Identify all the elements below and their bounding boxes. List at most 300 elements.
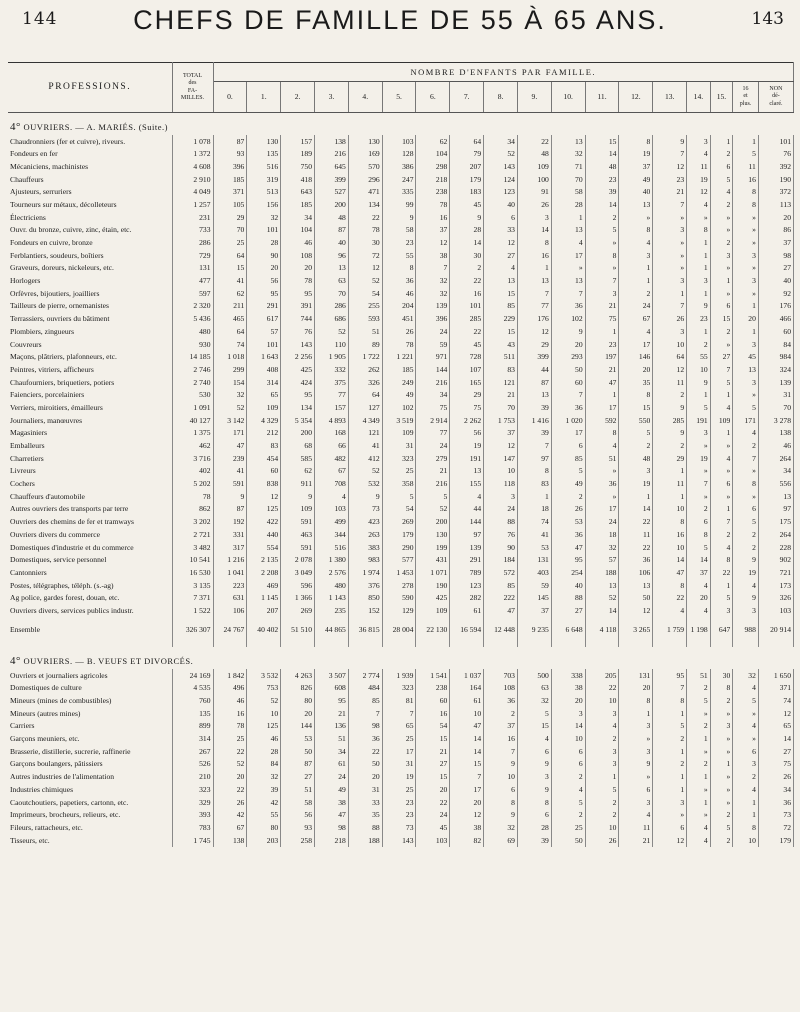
table-row (8, 758, 794, 771)
count-cell: 70 (758, 401, 793, 414)
count-cell: 98 (758, 249, 793, 262)
total-cell: 4 608 (172, 160, 213, 173)
count-cell: 64 (653, 351, 687, 364)
header-count: 15. (710, 82, 733, 113)
count-cell: 87 (517, 376, 551, 389)
count-cell: 1 722 (348, 351, 382, 364)
count-cell: 58 (281, 796, 315, 809)
count-cell: 189 (281, 148, 315, 161)
count-cell: 8 (382, 262, 416, 275)
count-cell: 44 (517, 363, 551, 376)
count-cell: 338 (551, 669, 585, 682)
count-cell: 386 (382, 160, 416, 173)
count-cell: 2 (450, 262, 484, 275)
count-cell: 26 (653, 313, 687, 326)
count-cell: 44 (450, 503, 484, 516)
count-cell: 90 (247, 249, 281, 262)
count-cell: 63 (517, 682, 551, 695)
total-cell: 402 (172, 465, 213, 478)
count-cell: 40 (619, 186, 653, 199)
count-cell: 95 (247, 287, 281, 300)
count-cell: 46 (281, 237, 315, 250)
table-row (8, 528, 794, 541)
count-cell: 72 (758, 821, 793, 834)
count-cell: 8 (733, 186, 759, 199)
count-cell: 44 865 (315, 623, 349, 637)
count-cell: 38 (450, 821, 484, 834)
count-cell: 143 (484, 160, 518, 173)
count-cell: 5 (585, 224, 619, 237)
count-cell: 109 (416, 604, 450, 617)
row-label: Journaliers, manœuvres (8, 414, 172, 427)
count-cell: 9 (653, 401, 687, 414)
count-cell: 9 (733, 554, 759, 567)
section-title-row (8, 647, 794, 669)
count-cell: 179 (758, 834, 793, 847)
count-cell: 262 (348, 363, 382, 376)
count-cell: 13 (733, 363, 759, 376)
count-cell: 1 (710, 758, 733, 771)
count-cell: 20 (619, 363, 653, 376)
count-cell: 5 (733, 516, 759, 529)
count-cell: 152 (348, 604, 382, 617)
count-cell: 75 (585, 313, 619, 326)
count-cell: » (733, 287, 759, 300)
count-cell: 8 (585, 249, 619, 262)
count-cell: 396 (416, 313, 450, 326)
table-row (8, 452, 794, 465)
count-cell: 36 (758, 796, 793, 809)
count-cell: 37 (517, 604, 551, 617)
total-cell: 78 (172, 490, 213, 503)
count-cell: 4 (733, 783, 759, 796)
count-cell: 850 (348, 592, 382, 605)
table-row (8, 809, 794, 822)
count-cell: 32 (484, 821, 518, 834)
count-cell: 4 893 (315, 414, 349, 427)
count-cell: 1 (687, 287, 711, 300)
count-cell: 608 (315, 682, 349, 695)
count-cell: 25 (213, 733, 247, 746)
count-cell: 165 (450, 376, 484, 389)
count-cell: 418 (281, 173, 315, 186)
table-row (8, 821, 794, 834)
count-cell: 42 (213, 809, 247, 822)
table-row (8, 287, 794, 300)
total-cell: 480 (172, 325, 213, 338)
count-cell: 1 842 (213, 669, 247, 682)
count-cell: 77 (517, 300, 551, 313)
count-cell: 13 (551, 224, 585, 237)
row-label: Autres ouvriers des transports par terre (8, 503, 172, 516)
count-cell: 4 (710, 401, 733, 414)
count-cell: 25 (382, 465, 416, 478)
count-cell: 753 (247, 682, 281, 695)
total-cell: 862 (172, 503, 213, 516)
count-cell: 2 (710, 148, 733, 161)
count-cell: 2 (653, 758, 687, 771)
count-cell: 25 (382, 733, 416, 746)
count-cell: 425 (281, 363, 315, 376)
count-cell: 47 (213, 440, 247, 453)
count-cell: 51 (348, 325, 382, 338)
count-cell: 1 453 (382, 566, 416, 579)
count-cell: 46 (213, 695, 247, 708)
count-cell: 92 (758, 287, 793, 300)
header-total: TOTAL des FA- MILLES. (172, 63, 213, 113)
count-cell: 31 (382, 758, 416, 771)
count-cell: 154 (213, 376, 247, 389)
count-cell: 971 (416, 351, 450, 364)
header-count: 11. (585, 82, 619, 113)
count-cell: 81 (382, 695, 416, 708)
row-label: Ouvriers et journaliers agricoles (8, 669, 172, 682)
row-label: Ouvriers divers du commerce (8, 528, 172, 541)
total-cell: 3 135 (172, 579, 213, 592)
count-cell: 323 (382, 682, 416, 695)
count-cell: 3 (585, 745, 619, 758)
count-cell: 238 (416, 186, 450, 199)
count-cell: 3 (687, 275, 711, 288)
count-cell: 282 (450, 592, 484, 605)
total-cell: 210 (172, 771, 213, 784)
count-cell: 12 (687, 186, 711, 199)
count-cell: 40 (484, 198, 518, 211)
count-cell: 1 (653, 783, 687, 796)
total-cell: 14 185 (172, 351, 213, 364)
count-cell: 454 (247, 452, 281, 465)
count-cell: 1 (733, 796, 759, 809)
count-cell: » (551, 262, 585, 275)
table-row (8, 579, 794, 592)
count-cell: 22 (348, 211, 382, 224)
count-cell: 592 (585, 414, 619, 427)
count-cell: 22 (450, 275, 484, 288)
count-cell: 440 (247, 528, 281, 541)
count-cell: 12 (484, 440, 518, 453)
count-cell: 43 (484, 338, 518, 351)
count-cell: 3 (619, 745, 653, 758)
count-cell: 23 (382, 809, 416, 822)
count-cell: 102 (382, 401, 416, 414)
count-cell: 593 (348, 313, 382, 326)
count-cell: 3 (653, 275, 687, 288)
count-cell: 27 (551, 604, 585, 617)
count-cell: 83 (517, 478, 551, 491)
count-cell: 45 (450, 338, 484, 351)
count-cell: 20 (348, 771, 382, 784)
count-cell: 36 (585, 478, 619, 491)
header-count: 8. (484, 82, 518, 113)
count-cell: 838 (247, 478, 281, 491)
header-count: 12. (619, 82, 653, 113)
count-cell: 5 (619, 427, 653, 440)
count-cell: 175 (758, 516, 793, 529)
count-cell: 18 (517, 503, 551, 516)
count-cell: 396 (213, 160, 247, 173)
count-cell: 20 (281, 707, 315, 720)
count-cell: 22 (213, 783, 247, 796)
count-cell: 101 (758, 135, 793, 148)
count-cell: » (733, 733, 759, 746)
count-cell: 10 (733, 834, 759, 847)
count-cell: 45 (733, 351, 759, 364)
count-cell: 23 (585, 173, 619, 186)
count-cell: 249 (382, 376, 416, 389)
count-cell: 59 (517, 579, 551, 592)
count-cell: 138 (758, 427, 793, 440)
count-cell: 26 (382, 325, 416, 338)
table-row (8, 351, 794, 364)
count-cell: 31 (758, 389, 793, 402)
total-cell: 231 (172, 211, 213, 224)
count-cell: 7 (450, 771, 484, 784)
row-label: Verriers, miroitiers, émailleurs (8, 401, 172, 414)
count-cell: 109 (281, 503, 315, 516)
count-cell: 647 (710, 623, 733, 637)
count-cell: 4 (517, 733, 551, 746)
count-cell: 7 (484, 745, 518, 758)
count-cell: 1 (653, 707, 687, 720)
count-cell: 516 (247, 160, 281, 173)
count-cell: 26 (758, 771, 793, 784)
row-label: Ouvr. du bronze, cuivre, zinc, étain, etc. (8, 224, 172, 237)
count-cell: 12 (450, 809, 484, 822)
count-cell: 16 (484, 733, 518, 746)
row-label: Ag police, gardes forest, douan, etc. (8, 592, 172, 605)
count-cell: 37 (484, 720, 518, 733)
count-cell: 125 (247, 720, 281, 733)
row-label: Cantonniers (8, 566, 172, 579)
count-cell: 3 (733, 376, 759, 389)
table-row (8, 604, 794, 617)
count-cell: 34 (484, 135, 518, 148)
count-cell: 15 (450, 758, 484, 771)
count-cell: » (687, 490, 711, 503)
count-cell: » (585, 237, 619, 250)
table-row (8, 745, 794, 758)
count-cell: 83 (484, 363, 518, 376)
count-cell: 155 (450, 478, 484, 491)
count-cell: 88 (551, 592, 585, 605)
count-cell: » (653, 249, 687, 262)
count-cell: 168 (315, 427, 349, 440)
count-cell: 19 (687, 452, 711, 465)
count-cell: 16 594 (450, 623, 484, 637)
total-cell: 326 307 (172, 623, 213, 637)
count-cell: 9 (551, 325, 585, 338)
count-cell: 39 (517, 834, 551, 847)
count-cell: 5 (585, 783, 619, 796)
count-cell: 183 (450, 186, 484, 199)
count-cell: 9 (687, 300, 711, 313)
row-label: Ferblantiers, soudeurs, boîtiers (8, 249, 172, 262)
count-cell: 8 (619, 135, 653, 148)
count-cell: 4 (619, 325, 653, 338)
total-cell: 135 (172, 707, 213, 720)
table-row (8, 503, 794, 516)
count-cell: 15 (517, 720, 551, 733)
count-cell: 7 (416, 262, 450, 275)
count-cell: 51 (687, 669, 711, 682)
count-cell: 228 (758, 541, 793, 554)
count-cell: 7 (653, 198, 687, 211)
count-cell: 7 (710, 363, 733, 376)
count-cell: 12 (653, 363, 687, 376)
count-cell: 4 (653, 604, 687, 617)
count-cell: 4 (687, 604, 711, 617)
count-cell: 3 507 (315, 669, 349, 682)
count-cell: 22 (585, 682, 619, 695)
count-cell: 332 (315, 363, 349, 376)
total-cell: 1 091 (172, 401, 213, 414)
count-cell: 12 (348, 262, 382, 275)
count-cell: 3 532 (247, 669, 281, 682)
count-cell: » (653, 262, 687, 275)
count-cell: 205 (585, 669, 619, 682)
count-cell: 130 (416, 528, 450, 541)
count-cell: 27 (710, 351, 733, 364)
count-cell: 550 (619, 414, 653, 427)
count-cell: 125 (247, 503, 281, 516)
count-cell: 591 (281, 541, 315, 554)
count-cell: 8 (733, 821, 759, 834)
count-cell: 3 (517, 211, 551, 224)
count-cell: 185 (213, 173, 247, 186)
count-cell: 14 (551, 720, 585, 733)
count-cell: 15 (416, 733, 450, 746)
count-cell: 86 (758, 224, 793, 237)
count-cell: 2 (710, 834, 733, 847)
header-nombre-enfants: NOMBRE D'ENFANTS PAR FAMILLE. (213, 63, 793, 82)
count-cell: 37 (687, 566, 711, 579)
count-cell: 72 (348, 249, 382, 262)
count-cell: 4 263 (281, 669, 315, 682)
count-cell: 335 (382, 186, 416, 199)
count-cell: 2 262 (450, 414, 484, 427)
row-label: Domestiques d'industrie et du commerce (8, 541, 172, 554)
row-label: Mineurs (mines de combustibles) (8, 695, 172, 708)
count-cell: 2 (585, 211, 619, 224)
count-cell: 47 (315, 809, 349, 822)
count-cell: 52 (348, 275, 382, 288)
count-cell: 11 (653, 478, 687, 491)
count-cell: 403 (517, 566, 551, 579)
count-cell: » (687, 707, 711, 720)
count-cell: 36 (348, 733, 382, 746)
count-cell: 139 (450, 541, 484, 554)
count-cell: 25 (551, 821, 585, 834)
count-cell: 1 974 (348, 566, 382, 579)
count-cell: 3 (687, 135, 711, 148)
table-row (8, 376, 794, 389)
count-cell: » (687, 745, 711, 758)
table-row (8, 275, 794, 288)
count-cell: 21 (653, 186, 687, 199)
count-cell: 30 (710, 669, 733, 682)
count-cell: 471 (348, 186, 382, 199)
count-cell: 269 (382, 516, 416, 529)
count-cell: 13 (484, 275, 518, 288)
count-cell: 6 (653, 821, 687, 834)
count-cell: 391 (281, 300, 315, 313)
count-cell: 6 (710, 160, 733, 173)
count-cell: 465 (213, 313, 247, 326)
count-cell: 511 (484, 351, 518, 364)
count-cell: 7 (382, 707, 416, 720)
count-cell: 5 (687, 541, 711, 554)
count-cell: 1 (619, 490, 653, 503)
count-cell: 185 (382, 363, 416, 376)
count-cell: 39 (517, 401, 551, 414)
count-cell: 279 (416, 452, 450, 465)
table-row (8, 389, 794, 402)
count-cell: 53 (281, 733, 315, 746)
count-cell: 36 (382, 275, 416, 288)
count-cell: 728 (450, 351, 484, 364)
count-cell: 28 (247, 237, 281, 250)
count-cell: 17 (551, 427, 585, 440)
count-cell: 21 (416, 465, 450, 478)
count-cell: 98 (315, 821, 349, 834)
count-cell: 1 (551, 211, 585, 224)
table-row (8, 566, 794, 579)
count-cell: 179 (450, 173, 484, 186)
row-label: Tailleurs de pierre, ornemanistes (8, 300, 172, 313)
row-label: Livreurs (8, 465, 172, 478)
count-cell: 22 (517, 135, 551, 148)
table-row (8, 771, 794, 784)
count-cell: 211 (213, 300, 247, 313)
count-cell: » (653, 237, 687, 250)
count-cell: 7 (551, 287, 585, 300)
count-cell: 104 (416, 148, 450, 161)
count-cell: 371 (213, 186, 247, 199)
count-cell: 1 (710, 135, 733, 148)
total-cell: 1 745 (172, 834, 213, 847)
count-cell: 2 (733, 440, 759, 453)
count-cell: 299 (213, 363, 247, 376)
count-cell: 17 (585, 503, 619, 516)
count-cell: 8 (484, 796, 518, 809)
count-cell: 57 (585, 554, 619, 567)
count-cell: 412 (348, 452, 382, 465)
count-cell: 34 (416, 389, 450, 402)
count-cell: 229 (484, 313, 518, 326)
count-cell: 143 (382, 834, 416, 847)
count-cell: 27 (416, 758, 450, 771)
count-cell: 1 018 (213, 351, 247, 364)
count-cell: 105 (213, 198, 247, 211)
count-cell: 100 (517, 173, 551, 186)
count-cell: 118 (484, 478, 518, 491)
total-cell: 2 910 (172, 173, 213, 186)
count-cell: 556 (758, 478, 793, 491)
count-cell: 9 (517, 758, 551, 771)
count-cell: 74 (758, 695, 793, 708)
count-cell: 5 (517, 707, 551, 720)
count-cell: 3 (517, 771, 551, 784)
count-cell: 263 (348, 528, 382, 541)
count-cell: 314 (247, 376, 281, 389)
page-header (0, 0, 800, 52)
count-cell: 703 (484, 669, 518, 682)
page-number-left: 144 (22, 9, 58, 29)
count-cell: 6 (517, 809, 551, 822)
total-cell: 40 127 (172, 414, 213, 427)
count-cell: 286 (315, 300, 349, 313)
header-count: 5. (382, 82, 416, 113)
